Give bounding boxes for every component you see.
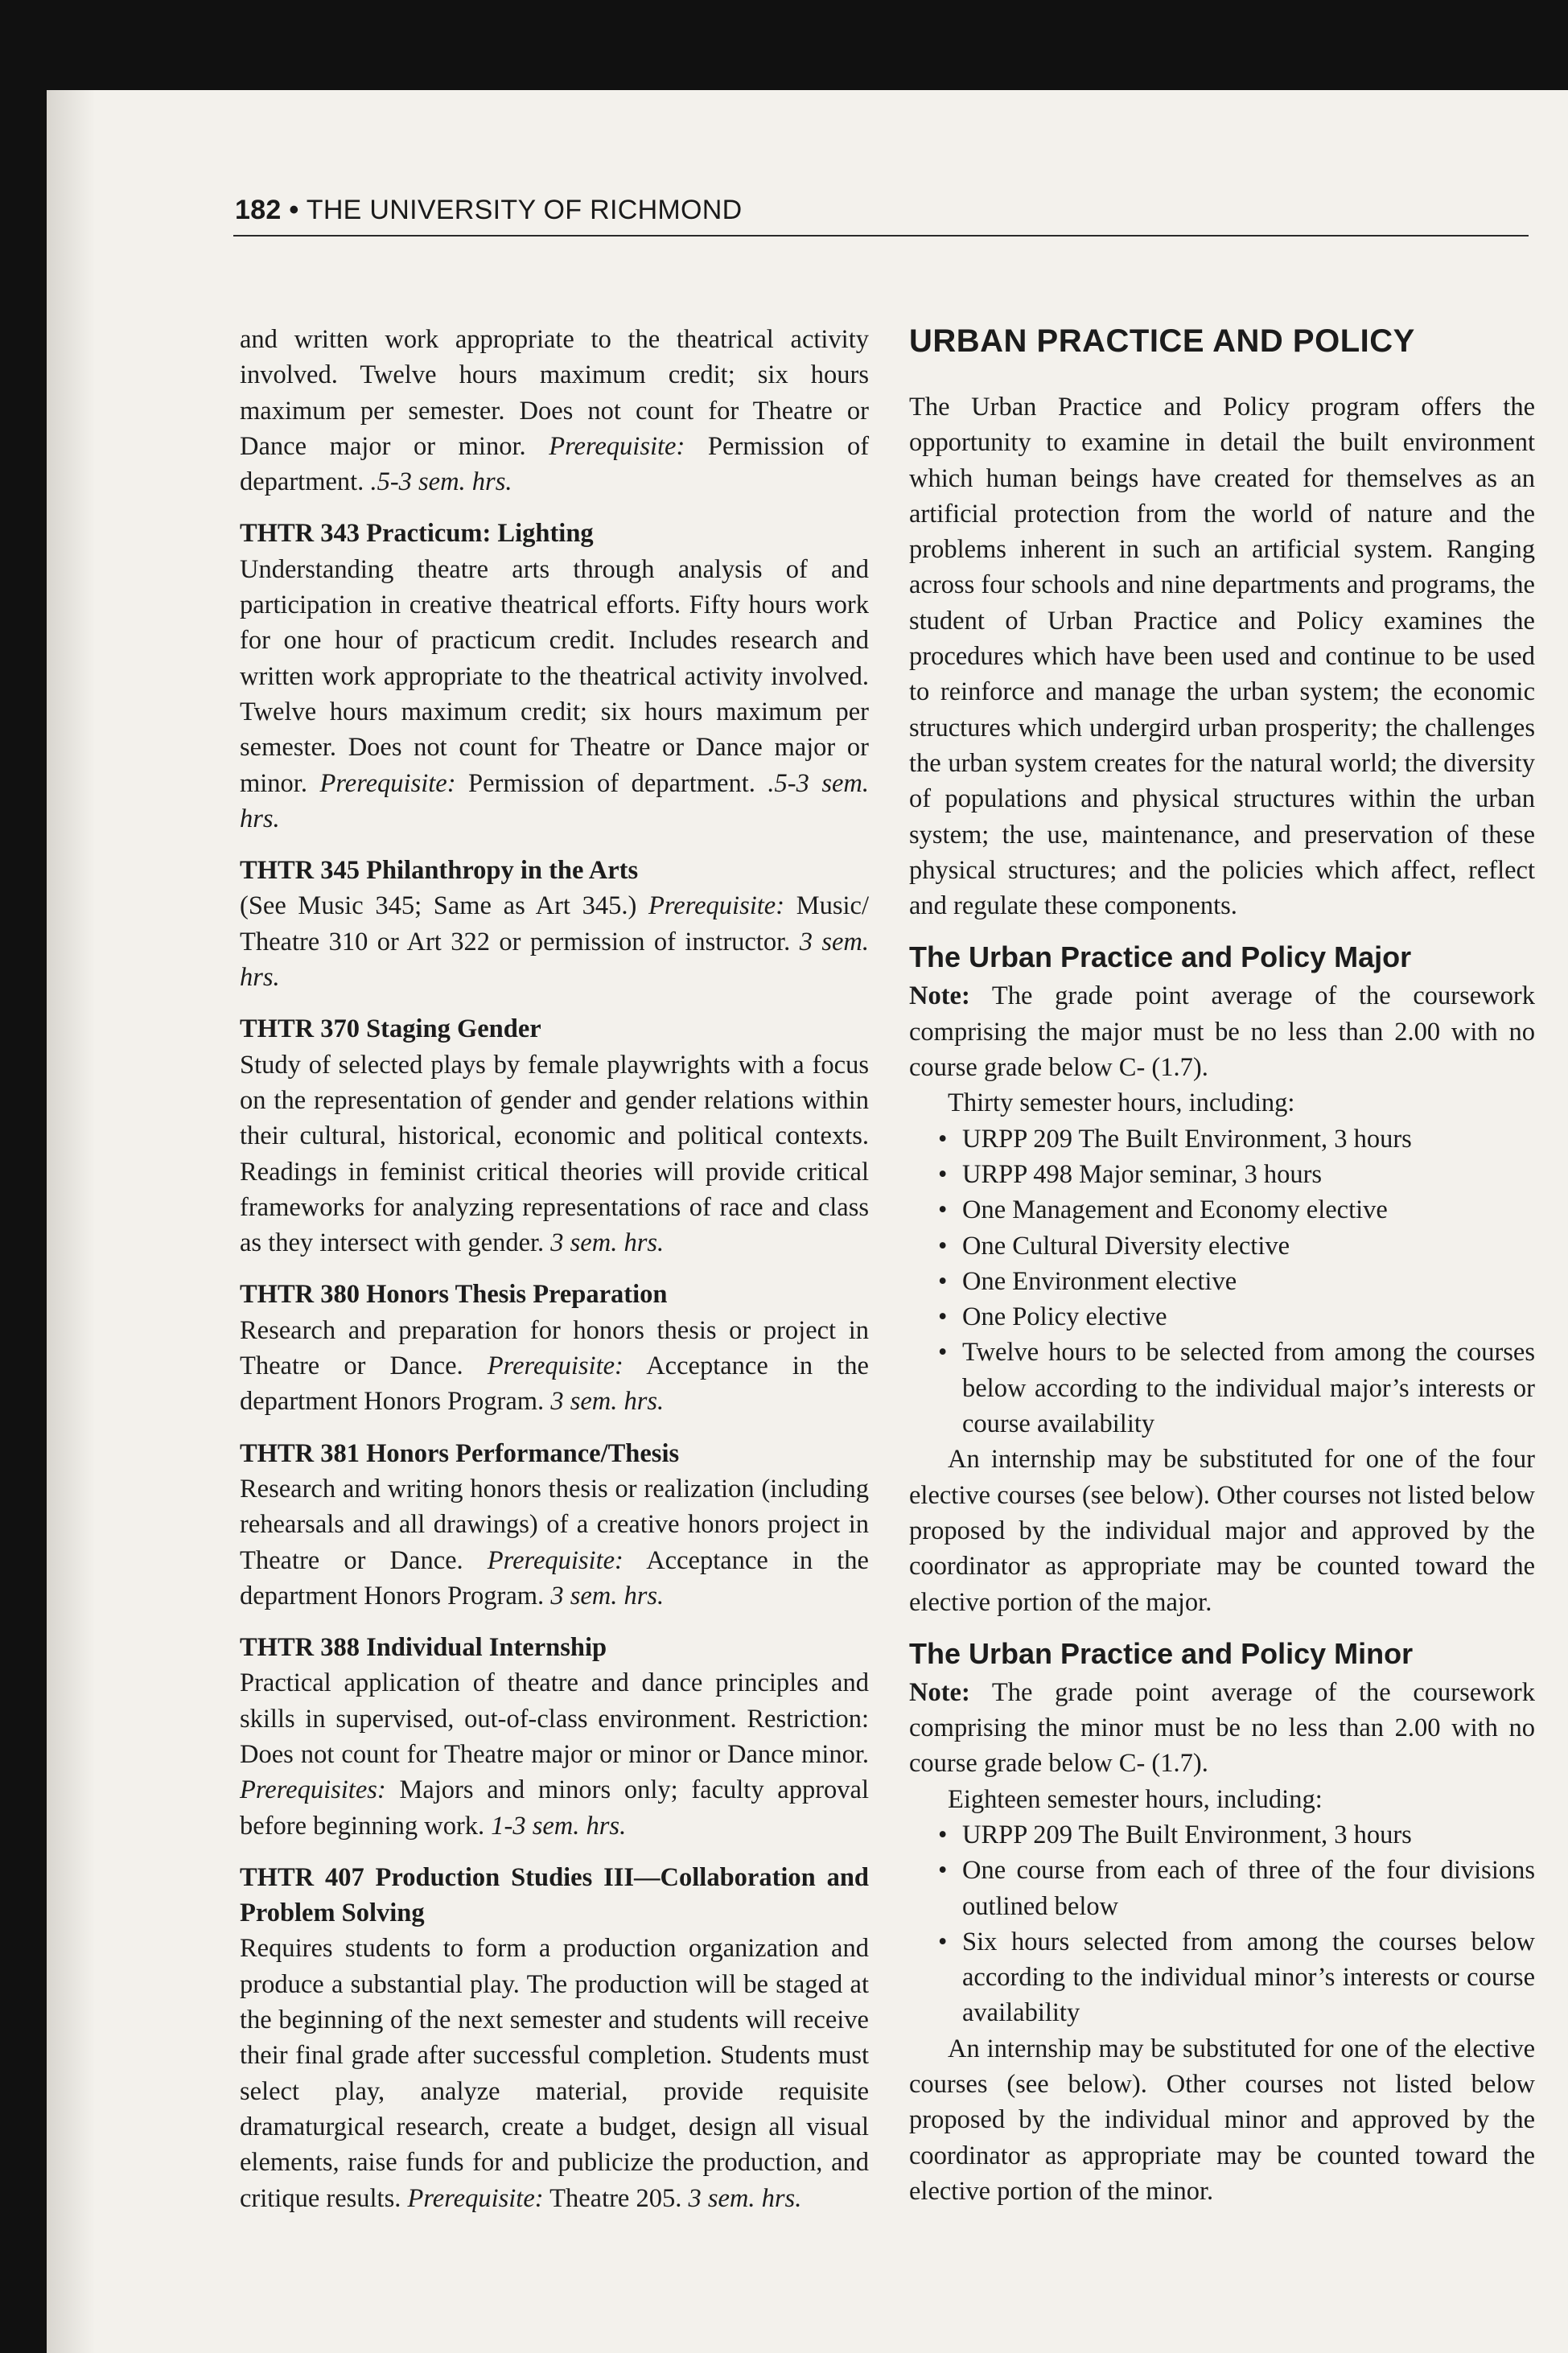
course-description: Research and writing honors thesis or realization (including rehearsals and all drawings) of a creative honors project in Theatre or Dance. Prerequisite: Acceptance in the department Honors Program. 3 sem. hrs. xyxy=(240,1474,869,1610)
header-title: THE UNIVERSITY OF RICHMOND xyxy=(306,195,743,225)
course-title: THTR 381 Honors Performance/Thesis xyxy=(240,1438,680,1468)
major-title: The Urban Practice and Policy Major xyxy=(909,940,1412,974)
list-item: • One Policy elective xyxy=(962,1299,1535,1335)
course-continuation xyxy=(240,322,869,500)
course-title: THTR 345 Philanthropy in the Arts xyxy=(240,856,639,886)
section-title: URBAN PRACTICE AND POLICY xyxy=(909,323,1415,359)
list-item: • Six hours selected from among the courses below according to the individual minor’s interests or course availability xyxy=(962,1924,1535,2031)
running-head xyxy=(235,195,743,226)
major-closing: An internship may be substituted for one of the four elective courses (see below). Other courses not listed below proposed by the individual major and approved by the coordinator as appropriate may be counted toward the elective portion of the major. xyxy=(909,1445,1535,1617)
minor-title: The Urban Practice and Policy Minor xyxy=(909,1636,1414,1670)
minor-closing: An internship may be substituted for one of the elective courses (see below). Other courses not listed below proposed by the individual minor and approved by the coordinator as appropriate may be counted toward the elective portion of the minor. xyxy=(909,2034,1535,2206)
course-entry xyxy=(240,516,869,837)
minor-note: Note: The grade point average of the coursework comprising the minor must be no less than 2.00 with no course grade below C- (1.7). xyxy=(909,1677,1535,1779)
course-entry xyxy=(240,1860,869,2216)
list-item: • One Cultural Diversity elective xyxy=(962,1228,1535,1264)
course-title: THTR 380 Honors Thesis Preparation xyxy=(240,1280,668,1310)
course-title: THTR 407 Production Studies III—Collaboration and Problem Solving xyxy=(240,1862,869,1928)
course-title: THTR 343 Practicum: Lighting xyxy=(240,519,594,549)
header-rule xyxy=(233,235,1529,237)
right-column xyxy=(909,322,1535,2209)
course-description: Study of selected plays by female playwrights with a focus on the representation of gender and gender relations within their cultural, historical, economic and political contexts. Readings in feminist critical theories will provide critical frameworks for analyzing representations of race and class as they intersect with gender. 3 sem. hrs. xyxy=(240,1050,869,1258)
list-item: • URPP 209 The Built Environment, 3 hours xyxy=(962,1121,1535,1157)
course-entry xyxy=(240,853,869,995)
course-description: Practical application of theatre and dance principles and skills in supervised, out-of-class environment. Restriction: Does not count for Theatre major or minor or Dance minor. Prerequisites: Majors and minors only; faculty approval before beginning work. 1-3 sem. hrs. xyxy=(240,1668,869,1841)
course-title: THTR 370 Staging Gender xyxy=(240,1014,541,1044)
major-requirements-list xyxy=(909,1121,1535,1442)
minor-hours-intro: Eighteen semester hours, including: xyxy=(948,1784,1323,1814)
program-intro: The Urban Practice and Policy program offers the opportunity to examine in detail the built environment which human beings have created for themselves as an artificial protection from the world of nature and the problems inherent in such an artificial system. Ranging across four schools and nine departments and programs, the student of Urban Practice and Policy examines the procedures which have been used and continue to be used to reinforce and manage the urban system; the economic structures which undergird urban prosperity; the challenges the urban system creates for the natural world; the diversity of populations and physical structures within the urban system; the use, maintenance, and preservation of these physical structures; and the policies which affect, reflect and regulate these components. xyxy=(909,393,1535,921)
major-hours-intro: Thirty semester hours, including: xyxy=(948,1088,1295,1118)
course-entry xyxy=(240,1277,869,1419)
course-description: (See Music 345; Same as Art 345.) Prerequisite: Music/ Theatre 310 or Art 322 or permission of instructor. 3 sem. hrs. xyxy=(240,891,870,993)
list-item: • One Management and Economy elective xyxy=(962,1192,1535,1228)
course-title: THTR 388 Individual Internship xyxy=(240,1633,607,1663)
list-item: • URPP 498 Major seminar, 3 hours xyxy=(962,1157,1535,1192)
list-item: • Twelve hours to be selected from among the courses below according to the individual major’s interests or course availability xyxy=(962,1335,1535,1442)
major-note: Note: The grade point average of the coursework comprising the major must be no less than 2.00 with no course grade below C- (1.7). xyxy=(909,981,1535,1083)
course-entry xyxy=(240,1436,869,1614)
page-edge xyxy=(47,90,95,2353)
course-entry xyxy=(240,1011,869,1261)
page-number: 182 xyxy=(235,195,282,225)
list-item: • One Environment elective xyxy=(962,1264,1535,1299)
left-column xyxy=(240,322,869,2232)
course-description: Requires students to form a production organization and produce a substantial play. The production will be staged at the beginning of the next semester and students will receive their final grade after successful completion. Students must select play, analyze material, provide requisite dramaturgical research, create a budget, design all visual elements, raise funds for and publicize the production, and critique results. Prerequisite: Theatre 205. 3 sem. hrs. xyxy=(240,1934,869,2213)
course-description: and written work appropriate to the theatrical activity involved. Twelve hours maximum credit; six hours maximum per semester. Does not count for Theatre or Dance major or minor. Prerequisite: Permission of department. .5-3 sem. hrs. xyxy=(240,325,870,497)
header-separator: • xyxy=(289,195,299,225)
minor-requirements-list xyxy=(909,1817,1535,2031)
course-entry xyxy=(240,1630,869,1844)
course-description: Understanding theatre arts through analysis of and participation in creative theatrical efforts. Fifty hours work for one hour of practicum credit. Includes research and written work appropriate to the theatrical activity involved. Twelve hours maximum credit; six hours maximum per semester. Does not count for Theatre or Dance major or minor. Prerequisite: Permission of department. .5-3 sem. hrs. xyxy=(240,554,870,833)
list-item: • URPP 209 The Built Environment, 3 hours xyxy=(962,1817,1535,1853)
course-description: Research and preparation for honors thesis or project in Theatre or Dance. Prerequisite: Acceptance in the department Honors Program. 3 sem. hrs. xyxy=(240,1315,869,1417)
list-item: • One course from each of three of the four divisions outlined below xyxy=(962,1853,1535,1924)
